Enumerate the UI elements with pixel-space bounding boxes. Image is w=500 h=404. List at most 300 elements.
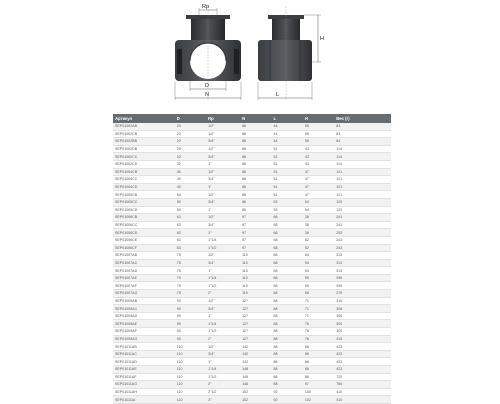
table-row xyxy=(113,130,391,138)
table-cell: 53 xyxy=(271,198,302,206)
table-row xyxy=(113,244,391,252)
table-cell: 20 xyxy=(175,130,206,138)
table-cell: 44 xyxy=(271,138,302,146)
dim-label-h: H xyxy=(320,36,324,42)
table-cell: SEP01007AD xyxy=(113,267,175,275)
table-cell: 1"1/2 xyxy=(206,373,240,381)
table-cell: 88 xyxy=(271,373,302,381)
table-cell: 423 xyxy=(334,366,391,374)
table-row xyxy=(113,388,391,396)
table-cell: 86 xyxy=(240,130,271,138)
table-cell: 300 xyxy=(334,320,391,328)
table-cell: 63 xyxy=(175,214,206,222)
spec-table xyxy=(113,114,391,404)
table-cell: SEP01002AB xyxy=(113,123,175,130)
table-cell: 55 xyxy=(303,123,334,130)
table-cell: 1" xyxy=(206,312,240,320)
table-row xyxy=(113,297,391,305)
table-cell: SEP01007AE xyxy=(113,274,175,282)
table-cell: SEP01011AF xyxy=(113,373,175,381)
table-cell: 720 xyxy=(334,373,391,381)
table-cell: 3/4" xyxy=(206,153,240,161)
table-cell: 55 xyxy=(303,130,334,138)
table-cell: 52 xyxy=(303,236,334,244)
table-cell: 71 xyxy=(303,312,334,320)
table-row xyxy=(113,214,391,222)
table-cell: SEP01006CD xyxy=(113,229,175,237)
table-cell: 59 xyxy=(303,274,334,282)
table-cell: 38 xyxy=(303,214,334,222)
table-cell: 310 xyxy=(334,297,391,305)
table-cell: 75 xyxy=(175,259,206,267)
table-cell: SEP01002DB xyxy=(113,145,175,153)
table-row xyxy=(113,305,391,313)
table-cell: 50 xyxy=(175,198,206,206)
table-cell: 51 xyxy=(271,168,302,176)
table-cell: 1/2" xyxy=(206,168,240,176)
table-cell: 68 xyxy=(271,259,302,267)
table-cell: 142 xyxy=(240,350,271,358)
table-cell: 313 xyxy=(334,252,391,260)
table-cell: 97 xyxy=(240,214,271,222)
table-cell: 1"1/2 xyxy=(206,244,240,252)
table-cell: 52 xyxy=(303,244,334,252)
table-cell: 86 xyxy=(240,183,271,191)
table-cell: 75 xyxy=(175,274,206,282)
table-cell: 76 xyxy=(303,335,334,343)
table-cell: 86 xyxy=(240,145,271,153)
table-cell: 47 xyxy=(303,191,334,199)
table-header-cell: H xyxy=(303,114,334,123)
table-cell: 243 xyxy=(334,244,391,252)
table-cell: 86 xyxy=(303,366,334,374)
table-cell: 90 xyxy=(175,305,206,313)
table-cell: 92 xyxy=(271,396,302,404)
table-header-cell: L xyxy=(271,114,302,123)
table-cell: 90 xyxy=(175,320,206,328)
table-row xyxy=(113,381,391,389)
table-row xyxy=(113,343,391,351)
table-cell: 51 xyxy=(271,176,302,184)
table-cell: 40 xyxy=(175,176,206,184)
table-cell: SEP01006CF xyxy=(113,244,175,252)
table-cell: 75 xyxy=(175,290,206,298)
table-cell: 43 xyxy=(303,160,334,168)
table-cell: 3/4" xyxy=(206,138,240,146)
table-cell: SEP01002BB xyxy=(113,138,175,146)
table-cell: 63 xyxy=(175,244,206,252)
table-cell: SEP01007AC xyxy=(113,259,175,267)
table-cell: 63 xyxy=(175,236,206,244)
table-cell: 110 xyxy=(240,282,271,290)
table-cell: 90 xyxy=(175,312,206,320)
table-cell: 313 xyxy=(334,259,391,267)
table-cell: 750 xyxy=(334,381,391,389)
table-row xyxy=(113,282,391,290)
table-row xyxy=(113,138,391,146)
table-cell: 1"1/4 xyxy=(206,236,240,244)
table-cell: 68 xyxy=(271,221,302,229)
table-cell: 90 xyxy=(175,328,206,336)
table-cell: 121 xyxy=(334,191,391,199)
table-cell: 148 xyxy=(240,381,271,389)
table-cell: 1/2" xyxy=(206,145,240,153)
technical-drawings xyxy=(0,0,500,110)
table-row xyxy=(113,259,391,267)
table-cell: 54 xyxy=(303,259,334,267)
table-row xyxy=(113,176,391,184)
table-row xyxy=(113,358,391,366)
table-cell: 1/2" xyxy=(206,297,240,305)
table-cell: 142 xyxy=(240,358,271,366)
table-cell: 3" xyxy=(206,396,240,404)
table-cell: 86 xyxy=(240,168,271,176)
table-cell: 88 xyxy=(271,366,302,374)
table-cell: 76 xyxy=(303,328,334,336)
dim-label-n: N xyxy=(205,92,209,98)
table-cell: 88 xyxy=(271,328,302,336)
table-cell: SEP01004CD xyxy=(113,183,175,191)
table-row xyxy=(113,123,391,130)
table-cell: 148 xyxy=(240,373,271,381)
table-cell: 121 xyxy=(334,183,391,191)
table-cell: 86 xyxy=(240,198,271,206)
table-cell: SEP01005CC xyxy=(113,198,175,206)
table-row xyxy=(113,198,391,206)
table-cell: 102 xyxy=(303,396,334,404)
table-cell: 110 xyxy=(240,274,271,282)
table-cell: 1" xyxy=(206,160,240,168)
table-cell: 120 xyxy=(334,206,391,214)
table-cell: SEP01004CC xyxy=(113,176,175,184)
table-cell: 110 xyxy=(175,366,206,374)
table-row xyxy=(113,229,391,237)
table-row xyxy=(113,335,391,343)
table-row xyxy=(113,153,391,161)
table-cell: 3/4" xyxy=(206,176,240,184)
table-cell: 1" xyxy=(206,206,240,214)
table-row xyxy=(113,183,391,191)
dim-label-d: D xyxy=(205,83,209,89)
table-cell: 51 xyxy=(271,183,302,191)
table-cell: 54 xyxy=(303,267,334,275)
table-cell: 88 xyxy=(271,320,302,328)
table-cell: 1/2" xyxy=(206,130,240,138)
table-row xyxy=(113,328,391,336)
table-cell: 127 xyxy=(240,297,271,305)
table-cell: SEP01011AD xyxy=(113,358,175,366)
table-cell: 110 xyxy=(175,388,206,396)
table-cell: 127 xyxy=(240,328,271,336)
table-cell: 86 xyxy=(240,191,271,199)
table-row xyxy=(113,191,391,199)
table-cell: 75 xyxy=(175,267,206,275)
table-cell: 296 xyxy=(334,274,391,282)
table-cell: 1/2" xyxy=(206,123,240,130)
table-cell: 110 xyxy=(175,396,206,404)
table-cell: 83 xyxy=(334,123,391,130)
table-cell: 152 xyxy=(240,388,271,396)
table-cell: 110 xyxy=(240,267,271,275)
table-cell: 120 xyxy=(334,198,391,206)
table-cell: 88 xyxy=(271,312,302,320)
table-header-cell: N xyxy=(240,114,271,123)
table-cell: 51 xyxy=(271,191,302,199)
table-cell: 51 xyxy=(271,153,302,161)
table-cell: 38 xyxy=(303,229,334,237)
table-row xyxy=(113,366,391,374)
table-cell: 63 xyxy=(175,229,206,237)
table-cell: 86 xyxy=(303,373,334,381)
table-row xyxy=(113,221,391,229)
table-cell: 86 xyxy=(240,206,271,214)
table-cell: SEP01002CC xyxy=(113,153,175,161)
table-cell: 68 xyxy=(271,290,302,298)
table-cell: SEP01006CC xyxy=(113,221,175,229)
table-cell: 51 xyxy=(271,145,302,153)
table-cell: 88 xyxy=(271,343,302,351)
table-cell: 97 xyxy=(240,221,271,229)
table-cell: 110 xyxy=(175,350,206,358)
table-cell: 40 xyxy=(175,168,206,176)
table-cell: 300 xyxy=(334,328,391,336)
table-row xyxy=(113,290,391,298)
table-cell: 114 xyxy=(334,145,391,153)
table-cell: 20 xyxy=(175,123,206,130)
table-row xyxy=(113,373,391,381)
table-cell: 253 xyxy=(334,229,391,237)
table-header-cell: Rp xyxy=(206,114,240,123)
table-cell: 50 xyxy=(175,206,206,214)
table-cell: SEP01002CD xyxy=(113,160,175,168)
table-cell: 423 xyxy=(334,343,391,351)
table-cell: SEP01009AF xyxy=(113,328,175,336)
table-cell: 92 xyxy=(271,388,302,396)
table-cell: SEP01009AE xyxy=(113,320,175,328)
table-cell: SEP01007AF xyxy=(113,282,175,290)
table-cell: 100 xyxy=(303,388,334,396)
table-cell: 88 xyxy=(271,297,302,305)
table-cell: 97 xyxy=(240,236,271,244)
table-cell: 308 xyxy=(334,305,391,313)
table-cell: 2"1/2 xyxy=(206,388,240,396)
table-cell: 68 xyxy=(271,267,302,275)
table-cell: SEP01004CB xyxy=(113,168,175,176)
table-cell: SEP01006CE xyxy=(113,236,175,244)
table-cell: 51 xyxy=(271,160,302,168)
table-cell: 1"1/2 xyxy=(206,328,240,336)
table-cell: 410 xyxy=(334,388,391,396)
table-cell: 1"1/4 xyxy=(206,274,240,282)
table-cell: 71 xyxy=(303,297,334,305)
table-cell: SEP01011AI xyxy=(113,396,175,404)
table-cell: 40 xyxy=(175,183,206,191)
table-cell: 127 xyxy=(240,305,271,313)
table-row xyxy=(113,236,391,244)
table-cell: 53 xyxy=(271,206,302,214)
table-cell: 88 xyxy=(271,335,302,343)
table-cell: 86 xyxy=(303,358,334,366)
table-cell: 90 xyxy=(175,297,206,305)
table-cell: 110 xyxy=(175,358,206,366)
table-cell: 121 xyxy=(334,176,391,184)
table-cell: 3/4" xyxy=(206,221,240,229)
table-cell: 71 xyxy=(303,305,334,313)
table-cell: 241 xyxy=(334,214,391,222)
table-cell: 38 xyxy=(303,221,334,229)
table-row xyxy=(113,274,391,282)
table-cell: 86 xyxy=(303,350,334,358)
table-cell: 3/4" xyxy=(206,198,240,206)
table-cell: SEP01011AE xyxy=(113,366,175,374)
table-row xyxy=(113,252,391,260)
table-cell: 97 xyxy=(240,244,271,252)
table-cell: SEP01007AB xyxy=(113,252,175,260)
table-cell: 84 xyxy=(334,138,391,146)
table-cell: 243 xyxy=(334,236,391,244)
table-cell: 59 xyxy=(303,282,334,290)
table-cell: SEP01011AG xyxy=(113,381,175,389)
table-row xyxy=(113,160,391,168)
table-cell: 1/2" xyxy=(206,252,240,260)
table-cell: 43 xyxy=(303,153,334,161)
table-cell: 110 xyxy=(240,252,271,260)
table-cell: 88 xyxy=(271,305,302,313)
table-cell: 68 xyxy=(303,290,334,298)
table-row xyxy=(113,206,391,214)
table-row xyxy=(113,145,391,153)
table-cell: 83 xyxy=(334,130,391,138)
table-cell: 114 xyxy=(334,160,391,168)
table-cell: 86 xyxy=(240,138,271,146)
table-cell: 1"1/4 xyxy=(206,366,240,374)
table-cell: SEP01011AC xyxy=(113,350,175,358)
table-cell: 86 xyxy=(240,160,271,168)
table-header-cell: Вес (г) xyxy=(334,114,391,123)
table-cell: 315 xyxy=(334,335,391,343)
table-cell: 127 xyxy=(240,320,271,328)
table-header-cell: D xyxy=(175,114,206,123)
table-cell: 20 xyxy=(175,138,206,146)
table-cell: 68 xyxy=(271,282,302,290)
table-cell: 88 xyxy=(271,350,302,358)
table-cell: 75 xyxy=(175,252,206,260)
table-cell: 1" xyxy=(206,183,240,191)
table-row xyxy=(113,267,391,275)
table-cell: 410 xyxy=(334,396,391,404)
table-cell: 54 xyxy=(303,252,334,260)
table-row xyxy=(113,350,391,358)
table-cell: 313 xyxy=(334,267,391,275)
table-cell: 55 xyxy=(303,138,334,146)
table-cell: 121 xyxy=(334,168,391,176)
table-cell: SEP01005CB xyxy=(113,191,175,199)
table-cell: 295 xyxy=(334,282,391,290)
table-cell: 2" xyxy=(206,290,240,298)
table-cell: 88 xyxy=(271,358,302,366)
table-cell: 127 xyxy=(240,312,271,320)
table-cell: SEP01009AG xyxy=(113,335,175,343)
table-cell: 306 xyxy=(334,312,391,320)
table-cell: 1"1/2 xyxy=(206,282,240,290)
table-cell: 86 xyxy=(240,123,271,130)
table-cell: SEP01005CD xyxy=(113,206,175,214)
table-cell: 88 xyxy=(271,381,302,389)
table-cell: 86 xyxy=(240,153,271,161)
table-header-row xyxy=(113,114,391,123)
table-row xyxy=(113,168,391,176)
side-view-drawing xyxy=(258,6,321,100)
dim-label-rp: Rp xyxy=(202,4,210,10)
table-cell: 110 xyxy=(240,259,271,267)
table-cell: 44 xyxy=(271,130,302,138)
table-cell: 68 xyxy=(271,252,302,260)
table-body xyxy=(113,123,391,403)
table-header-cell: Артикул xyxy=(113,114,175,123)
table-cell: 68 xyxy=(271,214,302,222)
table-cell: 68 xyxy=(271,244,302,252)
table-cell: 110 xyxy=(175,381,206,389)
table-cell: 2" xyxy=(206,381,240,389)
table-cell: 25 xyxy=(175,145,206,153)
table-cell: 3/4" xyxy=(206,350,240,358)
table-cell: 1" xyxy=(206,358,240,366)
table-cell: 142 xyxy=(240,343,271,351)
table-cell: 270 xyxy=(334,290,391,298)
table-cell: 110 xyxy=(175,373,206,381)
table-cell: 54 xyxy=(303,198,334,206)
table-cell: 47 xyxy=(303,168,334,176)
table-cell: 68 xyxy=(271,274,302,282)
table-cell: 3/4" xyxy=(206,259,240,267)
table-cell: SEP01011AH xyxy=(113,388,175,396)
table-cell: 2" xyxy=(206,335,240,343)
table-cell: 86 xyxy=(240,176,271,184)
table-cell: 127 xyxy=(240,335,271,343)
table-cell: 1" xyxy=(206,267,240,275)
table-cell: 1"1/4 xyxy=(206,320,240,328)
table-cell: 54 xyxy=(303,206,334,214)
table-cell: 1/2" xyxy=(206,191,240,199)
table-cell: SEP01009AC xyxy=(113,305,175,313)
table-cell: 423 xyxy=(334,350,391,358)
table-cell: 1/2" xyxy=(206,343,240,351)
table-cell: 50 xyxy=(175,191,206,199)
table-cell: SEP01007AG xyxy=(113,290,175,298)
table-cell: 43 xyxy=(303,145,334,153)
table-cell: 90 xyxy=(175,335,206,343)
table-cell: 423 xyxy=(334,358,391,366)
table-cell: 1" xyxy=(206,229,240,237)
table-cell: 114 xyxy=(334,153,391,161)
table-cell: 32 xyxy=(175,153,206,161)
table-cell: 63 xyxy=(175,221,206,229)
table-cell: 47 xyxy=(303,176,334,184)
table-cell: SEP01011AB xyxy=(113,343,175,351)
dim-label-l: L xyxy=(276,92,280,98)
table-cell: 110 xyxy=(240,290,271,298)
table-cell: 32 xyxy=(175,160,206,168)
table-cell: 68 xyxy=(271,229,302,237)
table-cell: 86 xyxy=(303,343,334,351)
table-cell: SEP01009AD xyxy=(113,312,175,320)
table-cell: 97 xyxy=(303,381,334,389)
table-cell: 3/4" xyxy=(206,305,240,313)
table-cell: SEP01002CB xyxy=(113,130,175,138)
table-cell: SEP01006CB xyxy=(113,214,175,222)
table-cell: 97 xyxy=(240,229,271,237)
table-cell: 1/2" xyxy=(206,214,240,222)
